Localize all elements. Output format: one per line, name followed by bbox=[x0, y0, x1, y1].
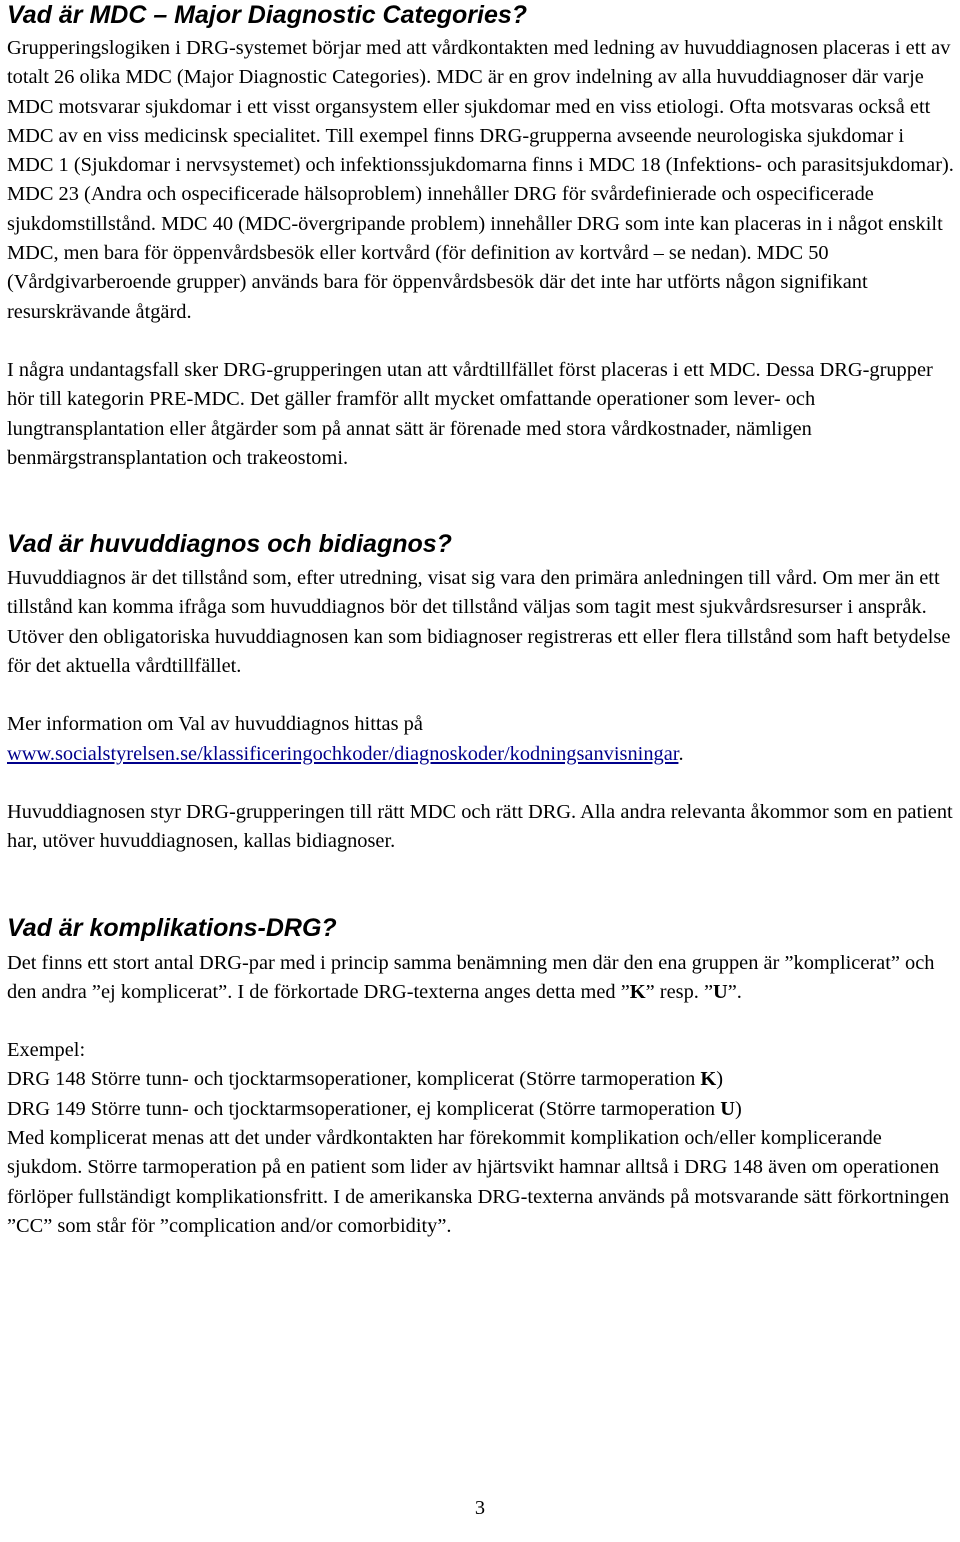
komplikation-mid: ” resp. ” bbox=[645, 980, 714, 1003]
more-info-paragraph bbox=[7, 710, 955, 769]
example-block bbox=[7, 1036, 955, 1241]
komplikation-end: ”. bbox=[727, 980, 742, 1003]
document-page bbox=[7, 0, 955, 1241]
bidiagnos-paragraph: Huvuddiagnosen styr DRG-grupperingen till rätt MDC och rätt DRG. Alla andra relevanta åkommor som en patient har, utöver huvuddiagnosen, kallas bidiagnoser. bbox=[7, 800, 953, 853]
u-code: U bbox=[713, 980, 728, 1003]
example-label: Exempel: bbox=[7, 1039, 86, 1062]
more-info-text: Mer information om Val av huvuddiagnos hittas på bbox=[7, 713, 423, 736]
drg149-end: ) bbox=[734, 1097, 742, 1120]
drg149-text: DRG 149 Större tunn- och tjocktarmsoperationer, ej komplicerat (Större tarmoperation bbox=[7, 1097, 721, 1120]
drg148-end: ) bbox=[716, 1068, 724, 1091]
section-heading-mdc: Vad är MDC – Major Diagnostic Categories? bbox=[7, 1, 528, 29]
drg148-code: K bbox=[700, 1068, 717, 1091]
komplikation-paragraph bbox=[7, 949, 955, 1008]
drg149-code: U bbox=[720, 1097, 735, 1120]
more-info-period: . bbox=[678, 742, 684, 765]
page-number: 3 bbox=[474, 1497, 486, 1519]
socialstyrelsen-link[interactable]: www.socialstyrelsen.se/klassificeringochkoder/diagnoskoder/kodningsanvisningar bbox=[7, 742, 679, 765]
mdc-paragraph: Grupperingslogiken i DRG-systemet börjar med att vårdkontakten med ledning av huvuddiagnosen placeras i ett av totalt 26 olika MDC (Major Diagnostic Categories). MDC är en grov indelning av alla huvuddiagnoser där varje MDC motsvarar sjukdomar i ett visst organsystem eller sjukdomar med en viss etiologi. Ofta motsvaras också ett MDC av en viss medicinsk specialitet. Till exempel finns DRG-grupperna avseende neurologiska sjukdomar i MDC 1 (Sjukdomar i nervsystemet) och infektionssjukdomarna finns i MDC 18 (Infektions- och parasitsjukdomar). MDC 23 (Andra och ospecificerade hälsoproblem) innehåller DRG för svårdefinierade och ospecificerade sjukdomstillstånd. MDC 40 (MDC-övergripande problem) innehåller DRG som inte kan placeras in i något enskilt MDC, men bara för öppenvårdsbesök eller kortvård (för definition av kortvård – se nedan). MDC 50 (Vårdgivarberoende grupper) används bara för öppenvårdsbesök där det inte har utförts någon signifikant resurskrävande åtgärd. bbox=[7, 37, 954, 323]
k-code: K bbox=[629, 980, 646, 1003]
drg148-text: DRG 148 Större tunn- och tjocktarmsoperationer, komplicerat (Större tarmoperation bbox=[7, 1068, 701, 1091]
section-heading-komplikation: Vad är komplikations-DRG? bbox=[7, 913, 337, 942]
pre-mdc-paragraph: I några undantagsfall sker DRG-grupperingen utan att vårdtillfället först placeras i ett MDC. Dessa DRG-grupper hör till kategorin PRE-MDC. Det gäller framför allt mycket omfattande operationer som lever- och lungtransplantation eller åtgärder som på annat sätt är förenade med stora vårdkostnader, nämligen benmärgstransplantation och trakeostomi. bbox=[7, 358, 933, 469]
huvuddiagnos-paragraph: Huvuddiagnos är det tillstånd som, efter utredning, visat sig vara den primära anledningen till vård. Om mer än ett tillstånd kan komma ifråga som huvuddiagnos bör det tillstånd väljas som tagit mest sjukvårdsresurser i anspråk. Utöver den obligatoriska huvuddiagnosen kan som bidiagnoser registreras ett eller flera tillstånd som haft betydelse för det aktuella vårdtillfället. bbox=[7, 567, 951, 678]
komplicerat-explanation: Med komplicerat menas att det under vårdkontakten har förekommit komplikation och/eller komplicerande sjukdom. Större tarmoperation på en patient som lider av hjärtsvikt hamnar alltså i DRG 148 även om operationen förlöper fullständigt komplikationsfritt. I de amerikanska DRG-texterna används på motsvarande sätt förkortningen ”CC” som står för ”complication and/or comorbidity”. bbox=[7, 1127, 950, 1237]
section-heading-huvuddiagnos: Vad är huvuddiagnos och bidiagnos? bbox=[7, 530, 452, 559]
komplikation-text: Det finns ett stort antal DRG-par med i princip samma benämning men där den ena gruppen är ”komplicerat” och den andra ”ej komplicerat”. I de förkortade DRG-texterna anges detta med ” bbox=[7, 951, 935, 1003]
